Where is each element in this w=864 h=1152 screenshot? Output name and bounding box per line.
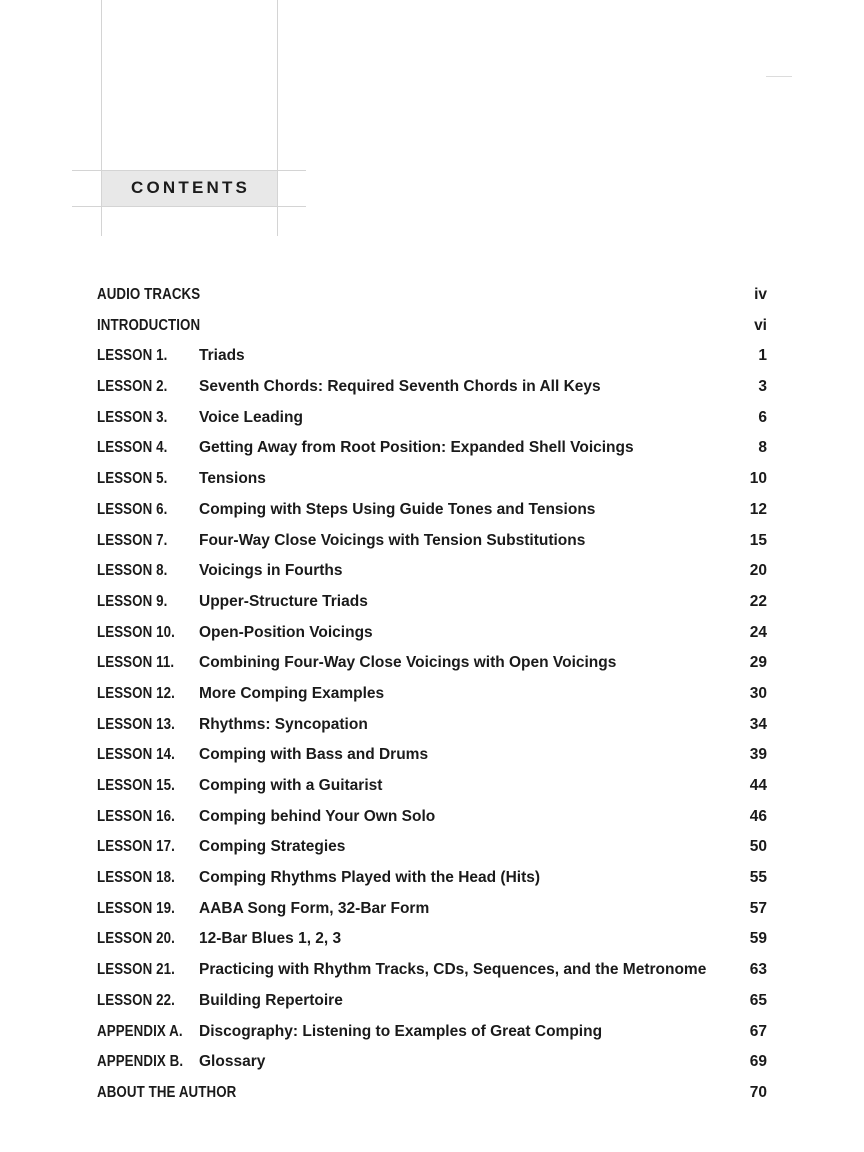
- toc-entry-title: Discography: Listening to Examples of Great Comping: [199, 1022, 603, 1040]
- toc-entry-page-number: 12: [749, 500, 767, 518]
- toc-entry-title: Comping with Bass and Drums: [199, 746, 429, 764]
- toc-entry-title: Building Repertoire: [199, 991, 343, 1009]
- toc-entry[interactable]: [97, 1080, 767, 1111]
- toc-entry-label: LESSON 1.: [97, 347, 168, 365]
- toc-entry-page-number: 3: [758, 378, 767, 396]
- toc-entry-title: Voice Leading: [199, 408, 303, 426]
- toc-entry-page-number: 50: [749, 838, 767, 856]
- toc-entry-label: LESSON 7.: [97, 531, 168, 549]
- toc-entry-page-number: 57: [749, 899, 767, 917]
- toc-entry-page-number: 20: [749, 562, 767, 580]
- toc-entry-title: Glossary: [199, 1053, 266, 1071]
- toc-entry-label: LESSON 5.: [97, 470, 168, 488]
- toc-entry[interactable]: [97, 804, 767, 835]
- toc-entry-title: Open-Position Voicings: [199, 623, 373, 641]
- toc-entry-title: Comping behind Your Own Solo: [199, 807, 436, 825]
- toc-entry-page-number: vi: [754, 316, 767, 334]
- toc-entry-page-number: 70: [749, 1083, 767, 1101]
- toc-entry[interactable]: [97, 313, 767, 344]
- toc-entry-page-number: 29: [749, 654, 767, 672]
- toc-entry-label: LESSON 15.: [97, 777, 175, 794]
- toc-entry-title: Getting Away from Root Position: Expanded Shell Voicings: [199, 439, 634, 457]
- toc-entry-label: LESSON 16.: [97, 807, 175, 825]
- toc-entry-title: More Comping Examples: [199, 684, 385, 702]
- toc-entry-title: AABA Song Form, 32-Bar Form: [199, 899, 430, 917]
- toc-entry-label: ABOUT THE AUTHOR: [97, 1083, 237, 1101]
- toc-entry-label: LESSON 20.: [97, 930, 175, 948]
- toc-entry-page-number: 34: [749, 715, 767, 733]
- frame-horizontal-rule-bottom: [72, 206, 306, 207]
- toc-entry-label: LESSON 6.: [97, 500, 168, 518]
- toc-entry-page-number: 8: [758, 439, 767, 457]
- toc-entry[interactable]: [97, 681, 767, 712]
- toc-entry-page-number: 24: [749, 623, 767, 641]
- toc-entry-page-number: 65: [749, 991, 767, 1009]
- toc-entry[interactable]: [97, 957, 767, 988]
- toc-entry[interactable]: [97, 558, 767, 589]
- toc-entry-label: LESSON 14.: [97, 746, 175, 764]
- toc-entry-title: Four-Way Close Voicings with Tension Substitutions: [199, 531, 586, 549]
- toc-entry-title: Combining Four-Way Close Voicings with Open Voicings: [199, 654, 617, 672]
- toc-entry[interactable]: [97, 1049, 767, 1080]
- toc-entry-title: Upper-Structure Triads: [199, 592, 368, 610]
- toc-entry-label: APPENDIX B.: [97, 1053, 184, 1071]
- toc-entry-label: LESSON 4.: [97, 439, 168, 457]
- toc-entry[interactable]: [97, 405, 767, 436]
- toc-entry-label: LESSON 18.: [97, 869, 175, 887]
- toc-entry-page-number: 30: [749, 684, 767, 702]
- toc-entry-title: Comping Rhythms Played with the Head (Hits): [199, 869, 541, 887]
- table-of-contents: [97, 282, 767, 1111]
- toc-entry[interactable]: [97, 773, 767, 804]
- toc-entry[interactable]: [97, 1019, 767, 1050]
- toc-entry-page-number: 39: [749, 746, 767, 764]
- toc-entry[interactable]: [97, 865, 767, 896]
- toc-entry-title: Rhythms: Syncopation: [199, 715, 368, 733]
- toc-entry[interactable]: [97, 282, 767, 313]
- toc-entry-label: LESSON 12.: [97, 684, 175, 702]
- toc-entry-label: LESSON 13.: [97, 715, 175, 733]
- toc-entry-title: Voicings in Fourths: [199, 562, 343, 580]
- toc-entry-label: LESSON 2.: [97, 378, 168, 396]
- toc-entry[interactable]: [97, 896, 767, 927]
- frame-vertical-rule-right: [277, 0, 278, 236]
- toc-entry-title: Comping Strategies: [199, 838, 346, 856]
- toc-entry-label: LESSON 19.: [97, 899, 175, 917]
- toc-entry-title: Seventh Chords: Required Seventh Chords in All Keys: [199, 378, 601, 396]
- toc-entry[interactable]: [97, 834, 767, 865]
- toc-entry-page-number: 55: [749, 869, 767, 887]
- toc-entry-label: LESSON 8.: [97, 562, 168, 580]
- toc-entry-label: LESSON 11.: [97, 654, 175, 672]
- toc-entry-page-number: 69: [749, 1053, 767, 1071]
- toc-entry-page-number: 6: [758, 408, 767, 426]
- toc-entry-title: Comping with Steps Using Guide Tones and Tensions: [199, 500, 596, 518]
- toc-entry[interactable]: [97, 620, 767, 651]
- page-title: CONTENTS: [131, 178, 251, 197]
- toc-entry[interactable]: [97, 589, 767, 620]
- toc-entry[interactable]: [97, 926, 767, 957]
- toc-entry-label: LESSON 22.: [97, 991, 175, 1009]
- toc-entry[interactable]: [97, 528, 767, 559]
- toc-entry-page-number: 10: [749, 470, 767, 488]
- toc-entry[interactable]: [97, 650, 767, 681]
- toc-entry-title: Tensions: [199, 470, 266, 488]
- toc-entry-title: Practicing with Rhythm Tracks, CDs, Sequences, and the Metronome: [199, 961, 707, 979]
- toc-entry-page-number: 1: [758, 347, 767, 365]
- toc-entry[interactable]: [97, 712, 767, 743]
- toc-entry-title: Triads: [199, 347, 245, 365]
- toc-entry-page-number: 22: [749, 592, 767, 610]
- toc-entry-label: APPENDIX A.: [97, 1022, 183, 1040]
- toc-entry-label: LESSON 9.: [97, 592, 168, 610]
- toc-entry-page-number: 63: [749, 961, 767, 979]
- toc-entry-page-number: 67: [749, 1022, 767, 1040]
- toc-entry-page-number: 15: [749, 531, 767, 549]
- toc-entry[interactable]: [97, 988, 767, 1019]
- toc-entry-page-number: 46: [749, 807, 767, 825]
- toc-entry-page-number: 59: [749, 930, 767, 948]
- toc-entry[interactable]: [97, 374, 767, 405]
- crop-mark: [766, 76, 792, 77]
- toc-entry-page-number: iv: [754, 286, 767, 303]
- toc-entry[interactable]: [97, 466, 767, 497]
- toc-entry-label: AUDIO TRACKS: [97, 286, 201, 303]
- toc-entry-page-number: 44: [749, 777, 767, 794]
- toc-entry[interactable]: [97, 497, 767, 528]
- toc-entry-label: LESSON 10.: [97, 623, 175, 641]
- toc-entry[interactable]: [97, 343, 767, 374]
- toc-entry-label: INTRODUCTION: [97, 316, 201, 334]
- toc-entry-label: LESSON 3.: [97, 408, 168, 426]
- toc-entry-title: 12-Bar Blues 1, 2, 3: [199, 930, 342, 948]
- toc-entry-label: LESSON 21.: [97, 961, 175, 979]
- toc-entry[interactable]: [97, 435, 767, 466]
- toc-entry-title: Comping with a Guitarist: [199, 777, 383, 794]
- toc-entry-label: LESSON 17.: [97, 838, 175, 856]
- toc-entry[interactable]: [97, 742, 767, 773]
